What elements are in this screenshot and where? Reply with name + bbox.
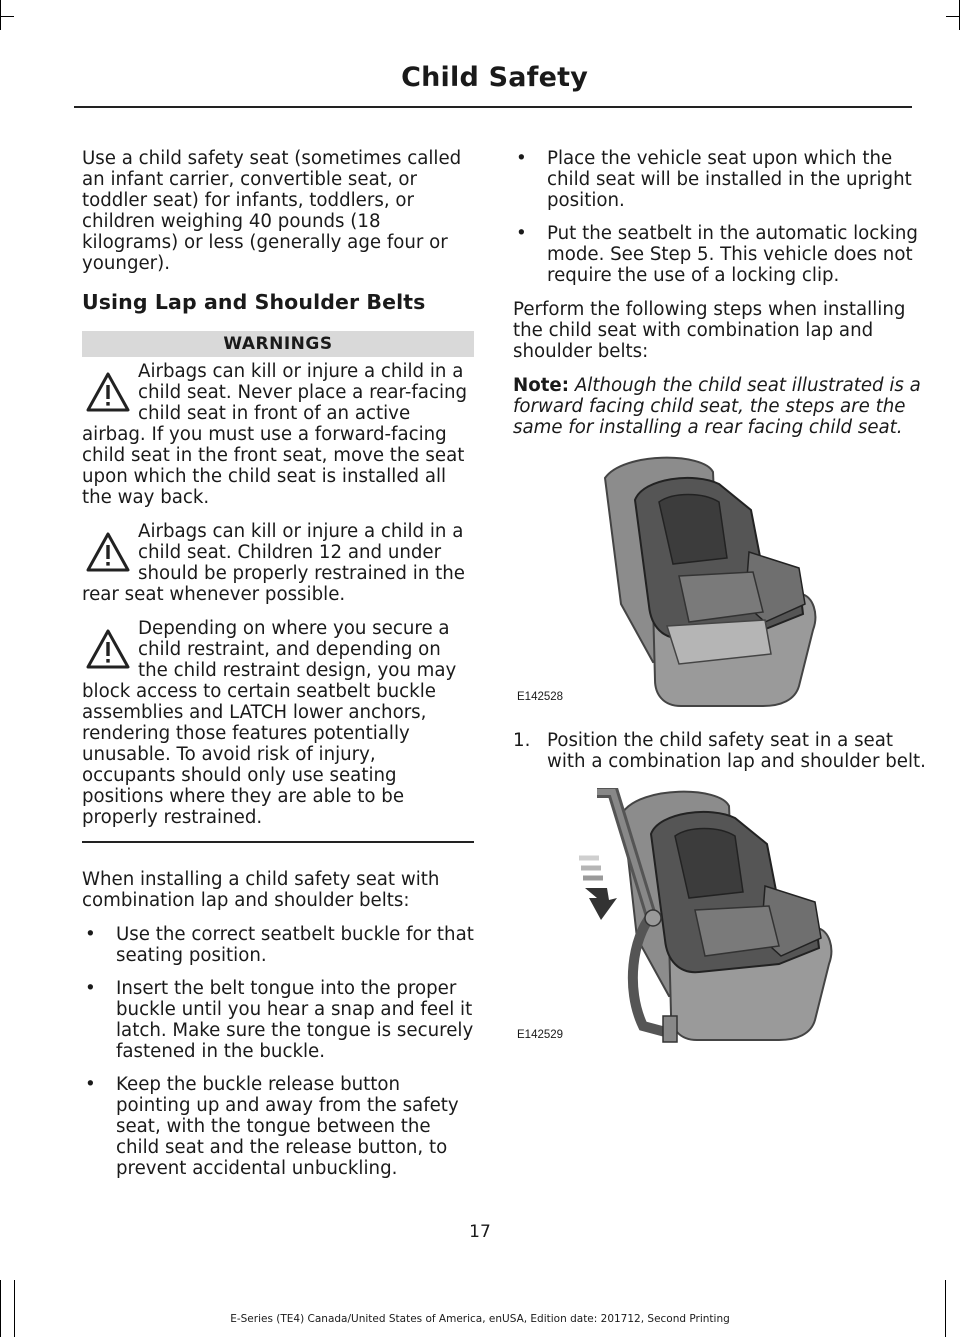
list-item: • Use the correct seatbelt buckle for that seating position. (82, 924, 474, 966)
page-title: Child Safety (401, 62, 588, 93)
crop-mark (0, 16, 14, 17)
child-seat-belt-figure (513, 788, 933, 1048)
warning-triangle-icon (84, 369, 132, 415)
step-text: Position the child safety seat in a seat with a combination lap and shoulder belt. (547, 730, 926, 772)
preparation-bullet-list (513, 148, 933, 286)
warning-item (82, 361, 474, 508)
figure-code: E142528 (517, 691, 564, 703)
list-item: • Put the seatbelt in the automatic locking mode. See Step 5. This vehicle does not require the use of a locking clip. (513, 223, 933, 286)
child-seat-belt-illustration (513, 788, 933, 1048)
warnings-title: WARNINGS (82, 331, 474, 357)
list-item: • Place the vehicle seat upon which the child seat will be installed in the upright position. (513, 148, 933, 211)
step-item (513, 730, 933, 772)
warning-item (82, 618, 474, 828)
note-text: Although the child seat illustrated is a forward facing child seat, the steps are the same for installing a rear facing child seat. (513, 375, 921, 438)
warning-item (82, 521, 474, 605)
note (513, 375, 933, 438)
header-rule (74, 106, 912, 108)
right-column (513, 148, 933, 1048)
install-intro: When installing a child safety seat with combination lap and shoulder belts: (82, 869, 440, 911)
warning-text: Depending on where you secure a child restraint, and depending on the child restraint design, you may block access to certain seatbelt buckle assemblies and LATCH lower anchors, rendering those features potentially unusable. To avoid risk of injury, occupants should only use seating positions where they are able to be properly restrained. (82, 618, 457, 828)
crop-mark (946, 16, 960, 17)
warnings-end-rule (82, 841, 474, 843)
install-bullet-list (82, 924, 474, 1179)
warning-text: Airbags can kill or injure a child in a child seat. Never place a rear-facing child seat in front of an active airbag. If you must use a forward-facing child seat in the front seat, move the seat upon which the child seat is installed all the way back. (82, 361, 468, 508)
steps-list (513, 730, 933, 772)
crop-mark (0, 1280, 1, 1337)
section-heading: Using Lap and Shoulder Belts (82, 290, 426, 314)
left-column (82, 148, 474, 1192)
list-item: • Keep the buckle release button pointing up and away from the safety seat, with the tongue between the child seat and the release button, to prevent accidental unbuckling. (82, 1074, 474, 1179)
edition-footer: E-Series (TE4) Canada/United States of America, enUSA, Edition date: 201712, Second Printing (230, 1313, 730, 1325)
crop-mark (945, 1280, 946, 1337)
child-seat-figure (513, 454, 933, 710)
list-item: • Insert the belt tongue into the proper buckle until you hear a snap and feel it latch. Make sure the tongue is securely fastened in the buckle. (82, 978, 474, 1062)
warning-triangle-icon (84, 529, 132, 575)
warning-text: Airbags can kill or injure a child in a child seat. Children 12 and under should be properly restrained in the rear seat whenever possible. (82, 521, 465, 605)
intro-paragraph: Use a child safety seat (sometimes called an infant carrier, convertible seat, or toddler seat) for infants, toddlers, or children weighing 40 pounds (18 kilograms) or less (generally age four or younger). (82, 148, 462, 274)
figure-code: E142529 (517, 1029, 564, 1041)
steps-intro: Perform the following steps when installing the child seat with combination lap and shoulder belts: (513, 299, 906, 362)
crop-mark (14, 1280, 15, 1337)
crop-mark (0, 0, 1, 30)
note-label: Note: (513, 375, 570, 396)
step-number: 1. (513, 730, 531, 751)
page-number: 17 (469, 1222, 491, 1242)
warning-triangle-icon (84, 626, 132, 672)
child-seat-illustration (513, 454, 933, 710)
